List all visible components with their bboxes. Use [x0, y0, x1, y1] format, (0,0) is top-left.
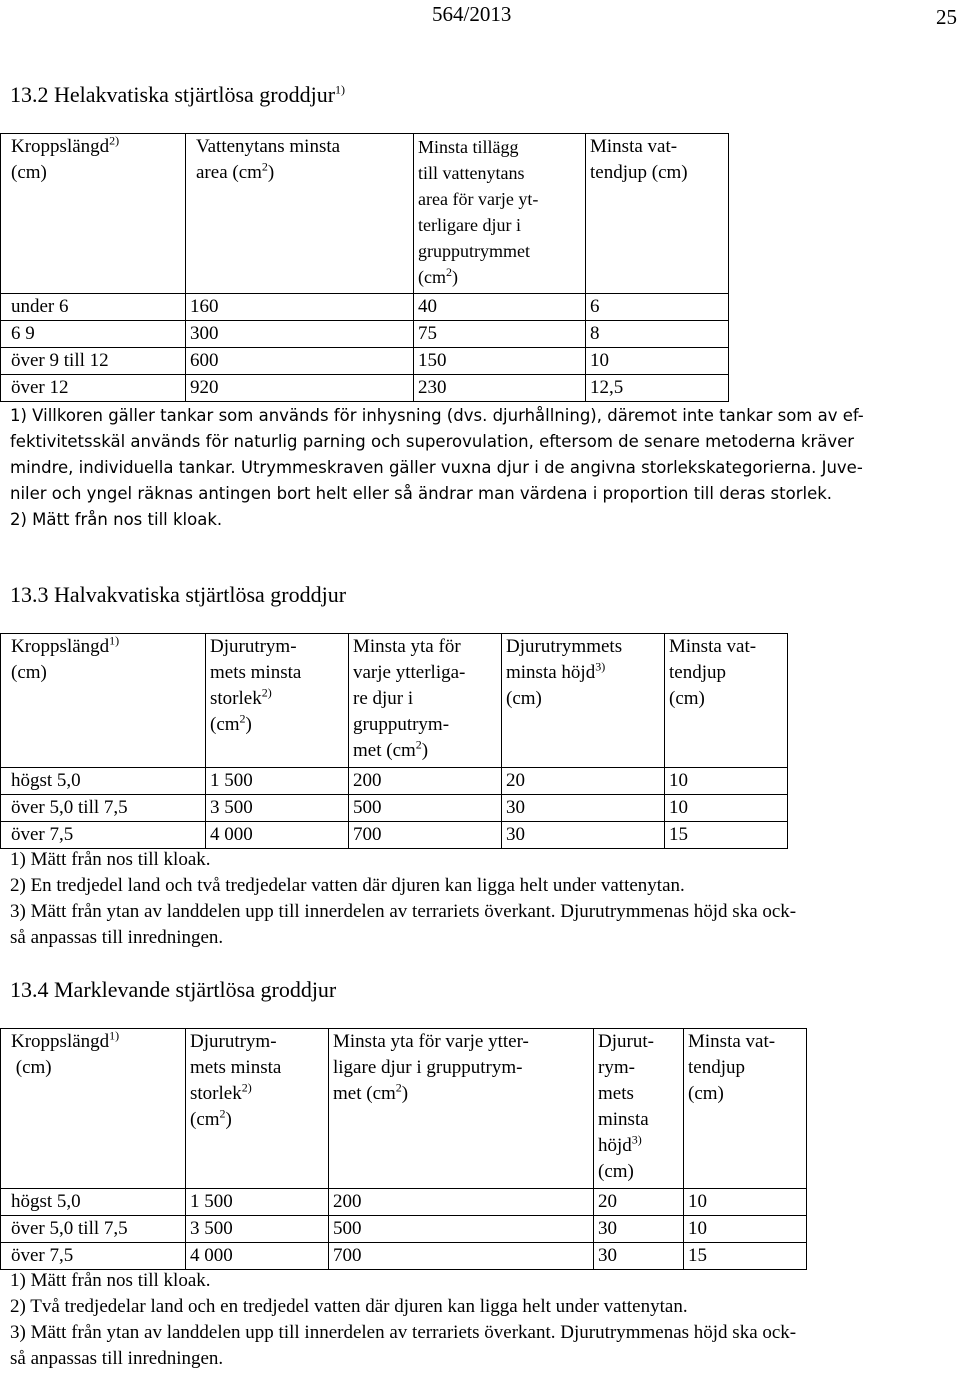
table-row [1, 348, 729, 375]
section-13-3-title: 13.3 Halvakvatiska stjärtlösa groddjur [10, 582, 347, 607]
table-row [1, 294, 729, 321]
cell: 6 [586, 294, 729, 321]
cell: högst 5,0 [1, 768, 206, 795]
table-header-row [1, 1029, 807, 1189]
cell: 20 [502, 768, 665, 795]
footnotes-13-3: 1) Mätt från nos till kloak. 2) En tredjedel land och två tredjedelar vatten där djuren kan ligga helt under vattenytan. 3) Mätt från ytan av landdelen upp till innerdelen av terrariets överkant. Djurutrymmenas höjd ska ock- så anpassas till inredningen. [10, 849, 797, 948]
table-row [1, 375, 729, 402]
cell: 3 500 [186, 1216, 329, 1243]
table-header-row [1, 134, 729, 294]
cell: 6 9 [1, 321, 186, 348]
cell: 4 000 [206, 822, 349, 849]
col-header-water-depth: Minsta vat- tendjup (cm) [586, 134, 729, 294]
col-header-body-length: Kroppslängd$^{2)}$ (cm) [1, 134, 186, 294]
col-header-added-area: Minsta yta för varje ytterliga- re djur i grupputrym- met $(cm^2)$ [349, 634, 502, 768]
table-row [1, 822, 788, 849]
cell: 150 [414, 348, 586, 375]
col-header-min-size: Djurutrym- mets minsta storlek$^{2)}$ $(cm^2)$ [206, 634, 349, 768]
page-number: 25 [936, 5, 957, 29]
cell: 10 [665, 795, 788, 822]
cell: 600 [186, 348, 414, 375]
cell: 160 [186, 294, 414, 321]
cell: 1 500 [186, 1189, 329, 1216]
cell: 15 [684, 1243, 807, 1270]
col-header-added-area: Minsta tillägg till vattenytans area för varje yt- terligare djur i grupputrymmet $(cm^2)$ [414, 134, 586, 294]
cell: 230 [414, 375, 586, 402]
cell: 300 [186, 321, 414, 348]
table-13-4 [0, 1028, 807, 1270]
cell: 3 500 [206, 795, 349, 822]
table-row [1, 1189, 807, 1216]
cell: 75 [414, 321, 586, 348]
cell: 200 [349, 768, 502, 795]
cell: 30 [502, 795, 665, 822]
col-header-water-depth: Minsta vat- tendjup (cm) [665, 634, 788, 768]
cell: högst 5,0 [1, 1189, 186, 1216]
cell: 920 [186, 375, 414, 402]
cell: över 7,5 [1, 822, 206, 849]
cell: 10 [684, 1216, 807, 1243]
table-13-2 [0, 133, 729, 402]
cell: 15 [665, 822, 788, 849]
table-13-3 [0, 633, 788, 849]
cell: under 6 [1, 294, 186, 321]
table-row [1, 795, 788, 822]
cell: 12,5 [586, 375, 729, 402]
cell: 4 000 [186, 1243, 329, 1270]
cell: 40 [414, 294, 586, 321]
col-header-water-area: Vattenytans minsta area $(cm^2)$ [186, 134, 414, 294]
cell: över 5,0 till 7,5 [1, 795, 206, 822]
cell: 700 [329, 1243, 594, 1270]
cell: 30 [502, 822, 665, 849]
footnote-13-2-1: 1) Villkoren gäller tankar som används för inhysning (dvs. djurhållning), däremot inte tankar som av ef- fektivitetsskäl används för naturlig parning och superovulation, eftersom de senare metoderna kräver mindre, individuella tankar. Utrymmeskraven gäller vuxna djur i de angivna storlekskategorierna. Juve- niler och yngel räknas antingen bort helt eller så ändrar man värdena i proportion till deras storlek. 2) Mätt från nos till kloak. [10, 406, 864, 529]
col-header-min-height: Djurutrymmets minsta höjd$^{3)}$ (cm) [502, 634, 665, 768]
cell: 8 [586, 321, 729, 348]
cell: över 9 till 12 [1, 348, 186, 375]
cell: 500 [349, 795, 502, 822]
section-13-2-title: 13.2 Helakvatiska stjärtlösa groddjur$^{1)}$ [10, 82, 346, 107]
col-header-min-size: Djurutrym- mets minsta storlek$^{2)}$ $(cm^2)$ [186, 1029, 329, 1189]
cell: 30 [594, 1216, 684, 1243]
cell: 20 [594, 1189, 684, 1216]
cell: 30 [594, 1243, 684, 1270]
document-number: 564/2013 [432, 2, 512, 26]
col-header-min-height: Djurut- rym- mets minsta höjd$^{3)}$ (cm) [594, 1029, 684, 1189]
table-row [1, 1243, 807, 1270]
cell: 1 500 [206, 768, 349, 795]
cell: 10 [684, 1189, 807, 1216]
table-row [1, 1216, 807, 1243]
col-header-body-length: Kroppslängd$^{1)}$ (cm) [1, 1029, 186, 1189]
col-header-water-depth: Minsta vat- tendjup (cm) [684, 1029, 807, 1189]
cell: 10 [665, 768, 788, 795]
cell: 200 [329, 1189, 594, 1216]
cell: över 5,0 till 7,5 [1, 1216, 186, 1243]
cell: över 12 [1, 375, 186, 402]
table-row [1, 321, 729, 348]
cell: 500 [329, 1216, 594, 1243]
col-header-body-length: Kroppslängd$^{1)}$ (cm) [1, 634, 206, 768]
table-header-row [1, 634, 788, 768]
col-header-added-area: Minsta yta för varje ytter- ligare djur i grupputrym- met $(cm^2)$ [329, 1029, 594, 1189]
cell: 10 [586, 348, 729, 375]
footnotes-13-4: 1) Mätt från nos till kloak. 2) Två tredjedelar land och en tredjedel vatten där djuren kan ligga helt under vattenytan. 3) Mätt från ytan av landdelen upp till innerdelen av terrariets överkant. Djurutrymmenas höjd ska ock- så anpassas till inredningen. [10, 1270, 797, 1369]
cell: 700 [349, 822, 502, 849]
section-13-4-title: 13.4 Marklevande stjärtlösa groddjur [10, 977, 337, 1002]
cell: över 7,5 [1, 1243, 186, 1270]
table-row [1, 768, 788, 795]
